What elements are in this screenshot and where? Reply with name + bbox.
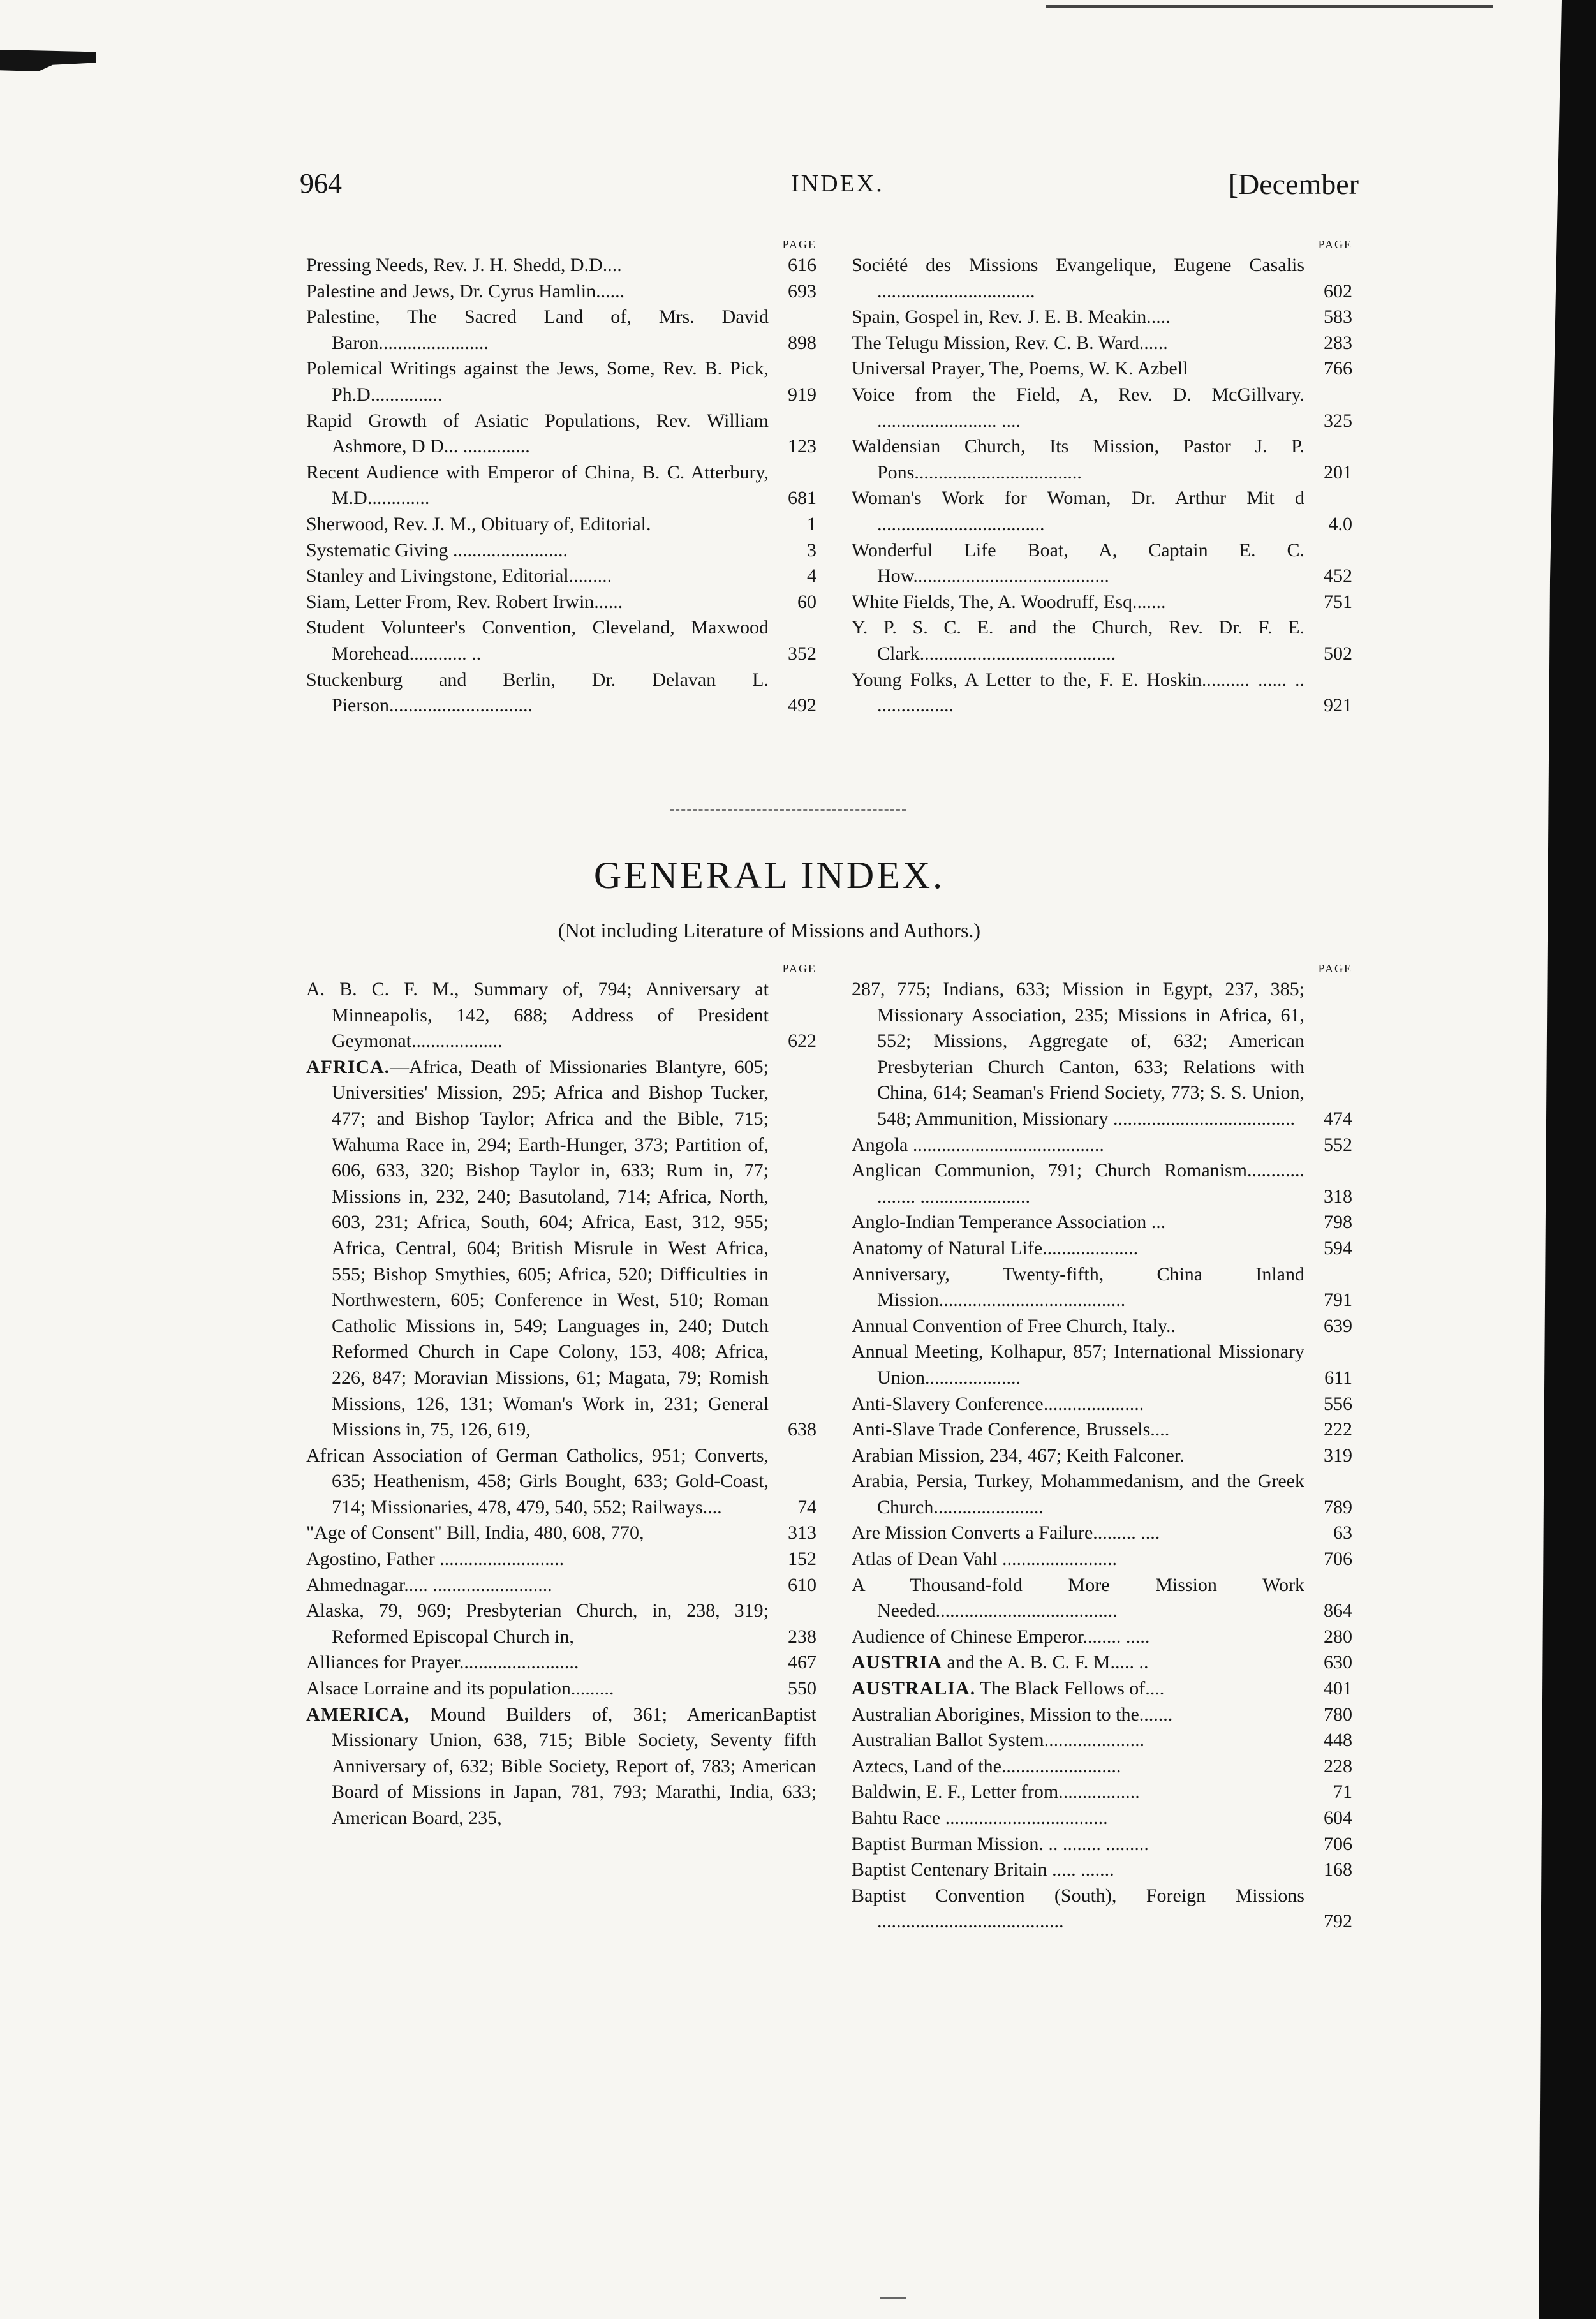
column-header-page: PAGE bbox=[1318, 238, 1352, 251]
index-entry bbox=[852, 253, 1352, 304]
entry-text: Baptist Convention (South), Foreign Missions ....................................... bbox=[852, 1885, 1304, 1932]
general-index-column-right bbox=[852, 960, 1352, 1935]
index-entry bbox=[306, 1573, 816, 1599]
entry-page-number: 168 bbox=[1324, 1859, 1352, 1881]
entry-text: Alliances for Prayer......................... bbox=[306, 1652, 579, 1673]
index-entry bbox=[852, 1262, 1352, 1314]
index-entry bbox=[852, 356, 1352, 382]
index-entry bbox=[852, 485, 1352, 537]
entry-text: Polemical Writings against the Jews, Some, Rev. B. Pick, Ph.D............... bbox=[306, 358, 769, 405]
entry-page-number: 639 bbox=[1324, 1315, 1352, 1337]
index-entry bbox=[306, 1443, 816, 1521]
index-entry bbox=[306, 1546, 816, 1573]
entry-page-number: 318 bbox=[1324, 1185, 1352, 1207]
index-entry bbox=[306, 460, 816, 512]
index-entry bbox=[852, 1236, 1352, 1262]
entry-text: "Age of Consent" Bill, India, 480, 608, 770, bbox=[306, 1522, 644, 1544]
index-entry bbox=[306, 589, 816, 616]
entry-heading: AMERICA, bbox=[306, 1703, 410, 1725]
entry-text: Y. P. S. C. E. and the Church, Rev. Dr. F. E. Clark......................................... bbox=[852, 617, 1304, 664]
index-entry bbox=[306, 667, 816, 719]
entry-text: African Association of German Catholics, 951; Converts, 635; Heathenism, 458; Girls Bought, 633; Gold-Coast, 714; Missionaries, 478, 479, 540, 552; Railways.... bbox=[306, 1444, 769, 1518]
index-entry bbox=[852, 1339, 1352, 1391]
entry-text: Universal Prayer, The, Poems, W. K. Azbell bbox=[852, 358, 1188, 380]
entry-text: Agostino, Father .......................... bbox=[306, 1548, 565, 1570]
index-entry bbox=[306, 304, 816, 356]
entry-page-number: 622 bbox=[788, 1030, 816, 1052]
general-index-column-left bbox=[306, 960, 816, 1832]
index-column-top-left bbox=[306, 236, 816, 719]
entry-page-number: 921 bbox=[1324, 695, 1352, 716]
index-entry bbox=[852, 1857, 1352, 1883]
index-column-top-right bbox=[852, 236, 1352, 719]
entry-page-number: 919 bbox=[788, 383, 816, 405]
entry-text: Wonderful Life Boat, A, Captain E. C. How......................................... bbox=[852, 539, 1304, 587]
entry-page-number: 325 bbox=[1324, 410, 1352, 431]
entry-heading: AUSTRIA bbox=[852, 1652, 943, 1673]
entry-text: The Black Fellows of.... bbox=[975, 1678, 1165, 1700]
entry-text: Systematic Giving ........................ bbox=[306, 539, 568, 561]
scan-artifact-right-edge bbox=[1539, 0, 1596, 2319]
entry-text: Spain, Gospel in, Rev. J. E. B. Meakin..... bbox=[852, 306, 1171, 328]
entry-page-number: 791 bbox=[1324, 1289, 1352, 1311]
column-header-page: PAGE bbox=[1318, 962, 1352, 975]
entry-page-number: 228 bbox=[1324, 1755, 1352, 1777]
entry-text: Anti-Slavery Conference..................... bbox=[852, 1393, 1144, 1414]
entry-text: The Telugu Mission, Rev. C. B. Ward...... bbox=[852, 332, 1168, 353]
index-entry bbox=[852, 1676, 1352, 1702]
index-entry bbox=[852, 1650, 1352, 1676]
entry-text: Pressing Needs, Rev. J. H. Shedd, D.D.... bbox=[306, 255, 622, 276]
entry-page-number: 630 bbox=[1324, 1652, 1352, 1673]
index-entry bbox=[852, 1391, 1352, 1418]
entry-text: Alaska, 79, 969; Presbyterian Church, in, 238, 319; Reformed Episcopal Church in, bbox=[306, 1600, 769, 1647]
entry-text: Young Folks, A Letter to the, F. E. Hoskin.......... ...... .. ................ bbox=[852, 669, 1304, 716]
entry-text: Annual Convention of Free Church, Italy.. bbox=[852, 1315, 1176, 1337]
index-entry bbox=[306, 1676, 816, 1702]
entry-text: Baptist Burman Mission. .. ........ ......... bbox=[852, 1833, 1149, 1855]
entry-heading: AUSTRALIA. bbox=[852, 1678, 976, 1700]
index-entry bbox=[852, 1158, 1352, 1210]
entry-text: Baldwin, E. F., Letter from................. bbox=[852, 1781, 1140, 1803]
entry-text: and the A. B. C. F. M..... .. bbox=[942, 1652, 1149, 1673]
entry-page-number: 201 bbox=[1324, 461, 1352, 483]
entry-heading: AFRICA. bbox=[306, 1056, 390, 1078]
entry-page-number: 693 bbox=[788, 280, 816, 302]
entry-text: Aztecs, Land of the......................... bbox=[852, 1755, 1121, 1777]
entry-text: Atlas of Dean Vahl ........................ bbox=[852, 1548, 1118, 1570]
column-header-page: PAGE bbox=[782, 962, 816, 975]
entry-text: Anti-Slave Trade Conference, Brussels.... bbox=[852, 1419, 1170, 1441]
entry-page-number: 681 bbox=[788, 487, 816, 509]
index-entry bbox=[306, 356, 816, 408]
entry-page-number: 74 bbox=[797, 1496, 816, 1518]
entry-page-number: 706 bbox=[1324, 1833, 1352, 1855]
entry-page-number: 313 bbox=[788, 1522, 816, 1544]
entry-text: Baptist Centenary Britain ..... ....... bbox=[852, 1859, 1114, 1881]
entry-page-number: 283 bbox=[1324, 332, 1352, 353]
entry-text: Annual Meeting, Kolhapur, 857; International Missionary Union.................... bbox=[852, 1341, 1304, 1388]
entry-text: Mound Builders of, 361; AmericanBaptist Missionary Union, 638, 715; Bible Society, Seventy fifth Anniversary of, 632; Bible Society, Report of, 783; American Board of Missions in Japan, 781, 793; Marathi, India, 633; American Board, 235, bbox=[332, 1703, 816, 1828]
index-entry bbox=[852, 1779, 1352, 1805]
index-entry bbox=[852, 1883, 1352, 1935]
entry-text: Bahtu Race .................................. bbox=[852, 1807, 1108, 1828]
index-entry bbox=[852, 1210, 1352, 1236]
index-entry bbox=[852, 304, 1352, 330]
entry-page-number: 610 bbox=[788, 1574, 816, 1596]
entry-page-number: 616 bbox=[788, 255, 816, 276]
index-entry bbox=[306, 615, 816, 667]
index-entry bbox=[852, 1573, 1352, 1624]
index-entry bbox=[852, 589, 1352, 616]
entry-page-number: 1 bbox=[807, 513, 816, 535]
entry-text: Audience of Chinese Emperor........ ..... bbox=[852, 1626, 1150, 1647]
entry-text: Société des Missions Evangelique, Eugene Casalis ................................. bbox=[852, 255, 1304, 302]
entry-page-number: 238 bbox=[788, 1626, 816, 1647]
entry-text: —Africa, Death of Missionaries Blantyre, 605; Universities' Mission, 295; Africa and Bishop Tucker, 477; and Bishop Taylor; Africa and the Bible, 715; Wahuma Race in, 294; Earth-Hunger, 373; Partition of, 606, 633, 320; Bishop Taylor in, 633; Rum in, 77; Missions in, 232, 240; Basutoland, 714; Africa, North, 603, 231; Africa, South, 604; Africa, East, 312, 955; Africa, Central, 604; British Misrule in West Africa, 555; Bishop Smythies, 605; Africa, 520; Difficulties in Northwestern, 605; Conference in West, 510; Roman Catholic Missions in, 549; Languages in, 240; Dutch Reformed Church in Cape Colony, 153, 408; Africa, 226, 847; Moravian Missions, 61; Magata, 79; Romish Missions, 126, 131; Woman's Work in, 231; General Missions in, 75, 126, 619, bbox=[332, 1056, 769, 1441]
index-entry bbox=[852, 1469, 1352, 1520]
index-entry bbox=[852, 1443, 1352, 1469]
entry-page-number: 780 bbox=[1324, 1703, 1352, 1725]
index-entry bbox=[852, 1728, 1352, 1754]
entry-page-number: 556 bbox=[1324, 1393, 1352, 1414]
entry-text: Anglo-Indian Temperance Association ... bbox=[852, 1211, 1166, 1233]
entry-page-number: 898 bbox=[788, 332, 816, 353]
entry-page-number: 602 bbox=[1324, 280, 1352, 302]
entry-page-number: 60 bbox=[797, 591, 816, 612]
entry-text: Ahmednagar..... ......................... bbox=[306, 1574, 552, 1596]
index-entry bbox=[852, 1314, 1352, 1340]
entry-page-number: 352 bbox=[788, 642, 816, 664]
entry-page-number: 751 bbox=[1324, 591, 1352, 612]
entry-text: Woman's Work for Woman, Dr. Arthur Mit d ................................... bbox=[852, 487, 1304, 535]
entry-page-number: 3 bbox=[807, 539, 816, 561]
index-entry bbox=[852, 382, 1352, 434]
entry-text: Angola ........................................ bbox=[852, 1134, 1104, 1155]
index-entry bbox=[306, 1055, 816, 1443]
entry-text: Palestine and Jews, Dr. Cyrus Hamlin...... bbox=[306, 280, 625, 302]
index-entry bbox=[852, 434, 1352, 485]
scan-artifact-top-line bbox=[1046, 5, 1493, 8]
entry-text: Waldensian Church, Its Mission, Pastor J. P. Pons................................... bbox=[852, 436, 1304, 483]
entry-page-number: 706 bbox=[1324, 1548, 1352, 1570]
index-entry bbox=[852, 1132, 1352, 1159]
index-entry bbox=[852, 1520, 1352, 1546]
entry-text: Rapid Growth of Asiatic Populations, Rev. William Ashmore, D D... .............. bbox=[306, 410, 769, 457]
entry-text: Arabian Mission, 234, 467; Keith Falconer. bbox=[852, 1444, 1185, 1466]
index-entry bbox=[852, 1624, 1352, 1650]
general-index-title: GENERAL INDEX. bbox=[593, 854, 945, 896]
entry-text: Voice from the Field, A, Rev. D. McGillvary. ......................... .... bbox=[852, 383, 1304, 431]
entry-page-number: 789 bbox=[1324, 1496, 1352, 1518]
entry-page-number: 611 bbox=[1324, 1367, 1352, 1388]
index-entry bbox=[852, 667, 1352, 719]
scan-artifact-top-left bbox=[0, 50, 96, 71]
index-entry bbox=[306, 538, 816, 564]
entry-text: Student Volunteer's Convention, Cleveland, Maxwood Morehead............ .. bbox=[306, 617, 769, 664]
entry-page-number: 552 bbox=[1324, 1134, 1352, 1155]
entry-page-number: 452 bbox=[1324, 565, 1352, 587]
entry-page-number: 71 bbox=[1333, 1781, 1352, 1803]
entry-page-number: 798 bbox=[1324, 1211, 1352, 1233]
entry-page-number: 401 bbox=[1324, 1678, 1352, 1700]
index-entry bbox=[306, 512, 816, 538]
entry-text: Anniversary, Twenty-fifth, China Inland Mission....................................... bbox=[852, 1263, 1304, 1311]
entry-text: White Fields, The, A. Woodruff, Esq....... bbox=[852, 591, 1166, 612]
entry-page-number: 63 bbox=[1333, 1522, 1352, 1544]
entry-text: A. B. C. F. M., Summary of, 794; Anniversary at Minneapolis, 142, 688; Address of President Geymonat................... bbox=[306, 979, 769, 1052]
entry-page-number: 792 bbox=[1324, 1911, 1352, 1932]
entry-page-number: 604 bbox=[1324, 1807, 1352, 1828]
entry-text: A Thousand-fold More Mission Work Needed...................................... bbox=[852, 1574, 1304, 1622]
entry-page-number: 123 bbox=[788, 436, 816, 457]
index-entry bbox=[306, 1520, 816, 1546]
entry-page-number: 492 bbox=[788, 695, 816, 716]
entry-text: Stanley and Livingstone, Editorial......... bbox=[306, 565, 612, 587]
index-entry bbox=[306, 408, 816, 460]
entry-page-number: 319 bbox=[1324, 1444, 1352, 1466]
index-entry bbox=[306, 977, 816, 1055]
entry-text: 287, 775; Indians, 633; Mission in Egypt, 237, 385; Missionary Association, 235; Missions in Africa, 61, 552; Missions, Aggregate of, 632; American Presbyterian Church Canton, 633; Relations with China, 614; Seaman's Friend Society, 773; S. S. Union, 548; Ammunition, Missionary ...................................... bbox=[852, 979, 1304, 1129]
entry-page-number: 152 bbox=[788, 1548, 816, 1570]
section-divider bbox=[670, 809, 906, 811]
index-entry bbox=[852, 1832, 1352, 1858]
entry-page-number: 222 bbox=[1324, 1419, 1352, 1441]
entry-page-number: 550 bbox=[788, 1678, 816, 1700]
index-entry bbox=[852, 1754, 1352, 1780]
issue-month: [December bbox=[1228, 168, 1359, 200]
entry-page-number: 448 bbox=[1324, 1730, 1352, 1751]
entry-page-number: 766 bbox=[1324, 358, 1352, 380]
scan-artifact-bottom bbox=[880, 2297, 906, 2299]
entry-page-number: 4.0 bbox=[1328, 513, 1352, 535]
column-header-page: PAGE bbox=[782, 238, 816, 251]
index-entry bbox=[306, 279, 816, 305]
entry-text: Siam, Letter From, Rev. Robert Irwin...... bbox=[306, 591, 623, 612]
entry-text: Alsace Lorraine and its population......... bbox=[306, 1678, 614, 1700]
index-entry bbox=[852, 977, 1352, 1132]
entry-page-number: 4 bbox=[807, 565, 816, 587]
entry-text: Sherwood, Rev. J. M., Obituary of, Editorial. bbox=[306, 513, 651, 535]
entry-text: Are Mission Converts a Failure......... .... bbox=[852, 1522, 1160, 1544]
entry-page-number: 474 bbox=[1324, 1108, 1352, 1129]
page-title: INDEX. bbox=[791, 170, 884, 197]
index-entry bbox=[852, 1805, 1352, 1832]
entry-text: Palestine, The Sacred Land of, Mrs. David Baron....................... bbox=[306, 306, 769, 353]
entry-page-number: 594 bbox=[1324, 1237, 1352, 1259]
general-index-subtitle: (Not including Literature of Missions and Authors.) bbox=[558, 919, 981, 942]
running-head bbox=[300, 167, 1359, 205]
entry-text: Anatomy of Natural Life.................... bbox=[852, 1237, 1139, 1259]
index-entry bbox=[306, 563, 816, 589]
index-entry bbox=[306, 1598, 816, 1650]
index-entry bbox=[306, 1650, 816, 1676]
entry-page-number: 467 bbox=[788, 1652, 816, 1673]
index-entry bbox=[852, 615, 1352, 667]
entry-text: Recent Audience with Emperor of China, B. C. Atterbury, M.D............. bbox=[306, 461, 769, 509]
index-entry bbox=[852, 330, 1352, 357]
index-entry bbox=[306, 253, 816, 279]
entry-text: Australian Ballot System..................... bbox=[852, 1730, 1145, 1751]
entry-text: Australian Aborigines, Mission to the....... bbox=[852, 1703, 1173, 1725]
index-entry bbox=[852, 1417, 1352, 1443]
entry-page-number: 864 bbox=[1324, 1600, 1352, 1622]
page-number: 964 bbox=[300, 168, 342, 199]
entry-page-number: 502 bbox=[1324, 642, 1352, 664]
entry-text: Arabia, Persia, Turkey, Mohammedanism, and the Greek Church....................... bbox=[852, 1471, 1304, 1518]
entry-text: Anglican Communion, 791; Church Romanism............ ........ ....................... bbox=[852, 1160, 1304, 1207]
index-entry bbox=[852, 1702, 1352, 1728]
entry-page-number: 280 bbox=[1324, 1626, 1352, 1647]
index-entry bbox=[852, 538, 1352, 589]
entry-page-number: 638 bbox=[788, 1419, 816, 1441]
index-entry bbox=[306, 1702, 816, 1832]
entry-text: Stuckenburg and Berlin, Dr. Delavan L. Pierson.............................. bbox=[306, 669, 769, 716]
entry-page-number: 583 bbox=[1324, 306, 1352, 328]
index-entry bbox=[852, 1546, 1352, 1573]
